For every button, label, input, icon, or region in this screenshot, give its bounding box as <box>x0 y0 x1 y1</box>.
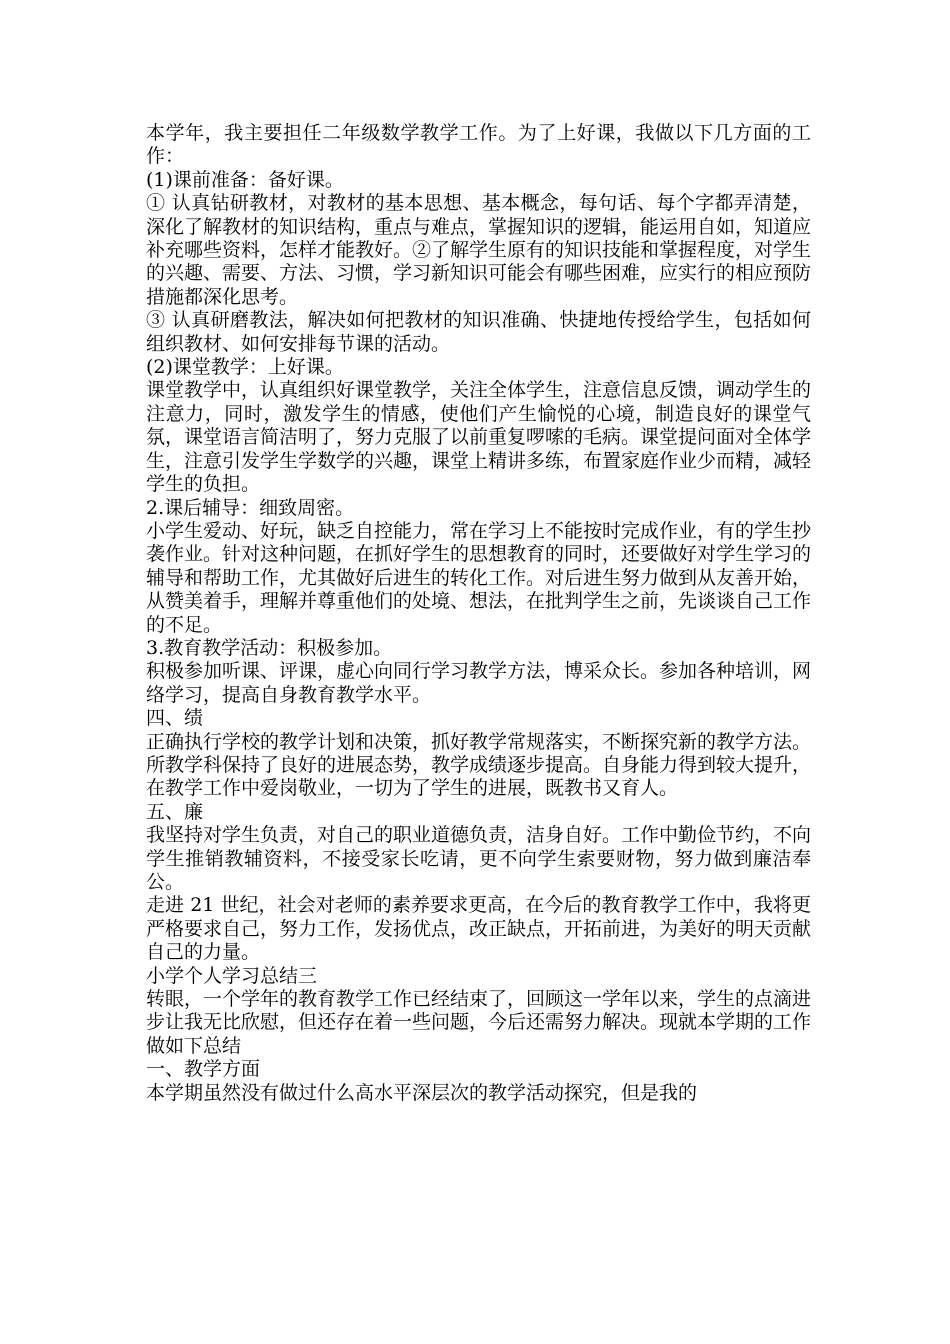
body-paragraph: 转眼，一个学年的教育教学工作已经结束了，回顾这一学年以来，学生的点滴进步让我无比欣慰，但还存在着一些问题，今后还需努力解决。现就本学期的工作做如下总结 <box>146 988 812 1057</box>
intro-paragraph: 本学年，我主要担任二年级数学教学工作。为了上好课，我做以下几方面的工作： <box>146 122 811 168</box>
document-subtitle: 小学个人学习总结三 <box>146 964 318 987</box>
section-heading: 一、教学方面 <box>146 1058 261 1081</box>
body-paragraph: 课堂教学中，认真组织好课堂教学，关注全体学生，注意信息反馈，调动学生的注意力，同时，激发学生的情感，使他们产生愉悦的心境，制造良好的课堂气氛，课堂语言简洁明了，努力克服了以前重复啰嗦的毛病。课堂提问面对全体学生，注意引发学生学数学的兴趣，课堂上精讲多练，布置家庭作业少而精，减轻学生的负担。 <box>146 379 812 496</box>
section-heading: (2)课堂教学：上好课。 <box>146 356 344 379</box>
section-heading: 3.教育教学活动：积极参加。 <box>146 636 393 659</box>
body-paragraph: 走进 21 世纪，社会对老师的素养要求更高，在今后的教育教学工作中，我将更严格要求自己，努力工作，发扬优点，改正缺点，开拓前进，为美好的明天贡献自己的力量。 <box>146 894 812 964</box>
body-paragraph: 小学生爱动、好玩，缺乏自控能力，常在学习上不能按时完成作业，有的学生抄袭作业。针对这种问题，在抓好学生的思想教育的同时，还要做好对学生学习的辅导和帮助工作，尤其做好后进生的转化工作。对后进生努力做到从友善开始，从赞美着手，理解并尊重他们的处境、想法，在批判学生之前，先谈谈自己工作的不足。 <box>146 519 812 636</box>
body-paragraph: ③ 认真研磨教法，解决如何把教材的知识准确、快捷地传授给学生，包括如何组织教材、如何安排每节课的活动。 <box>146 309 811 355</box>
body-paragraph: 本学期虽然没有做过什么高水平深层次的教学活动探究，但是我的 <box>146 1081 698 1104</box>
body-paragraph: 正确执行学校的教学计划和决策，抓好教学常规落实，不断探究新的教学方法。所教学科保持了良好的进展态势，教学成绩逐步提高。自身能力得到较大提升，在教学工作中爱岗敬业，一切为了学生的进展，既教书又育人。 <box>146 730 812 800</box>
body-paragraph: 我坚持对学生负责，对自己的职业道德负责，洁身自好。工作中勤俭节约，不向学生推销教辅资料，不接受家长吃请，更不向学生索要财物，努力做到廉洁奉公。 <box>146 824 812 893</box>
section-heading: (1)课前准备：备好课。 <box>146 168 344 191</box>
section-heading: 四、绩 <box>146 707 204 730</box>
document-body <box>146 122 811 1105</box>
body-paragraph: ① 认真钻研教材，对教材的基本思想、基本概念，每句话、每个字都弄清楚，深化了解教材的知识结构，重点与难点，掌握知识的逻辑，能运用自如，知道应补充哪些资料，怎样才能教好。②了解学生原有的知识技能和掌握程度，对学生的兴趣、需要、方法、习惯，学习新知识可能会有哪些困难，应实行的相应预防措施都深化思考。 <box>146 192 812 308</box>
section-heading: 2.课后辅导：细致周密。 <box>146 496 355 519</box>
body-paragraph: 积极参加听课、评课，虚心向同行学习教学方法，博采众长。参加各种培训，网络学习，提高自身教育教学水平。 <box>146 660 812 706</box>
section-heading: 五、廉 <box>146 800 204 823</box>
